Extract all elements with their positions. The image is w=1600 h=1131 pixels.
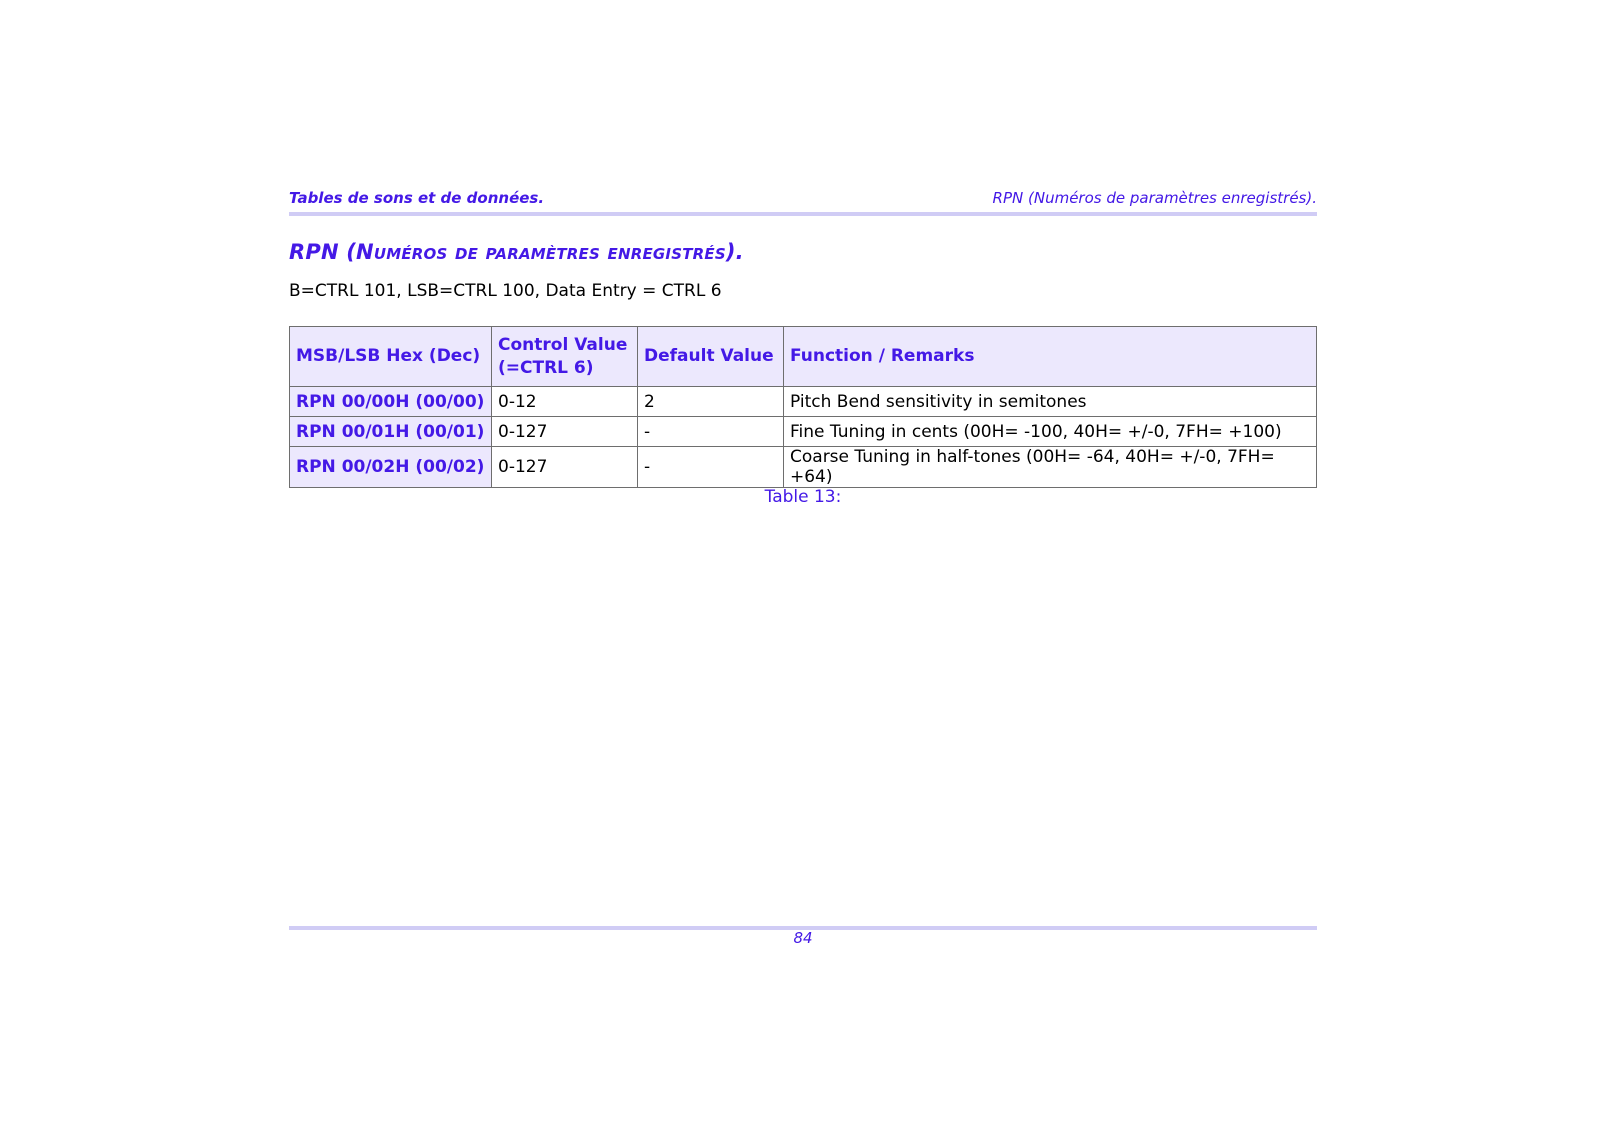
table-cell: Fine Tuning in cents (00H= -100, 40H= +/-0, 7FH= +100) xyxy=(784,417,1317,447)
intro-text: B=CTRL 101, LSB=CTRL 100, Data Entry = CTRL 6 xyxy=(289,281,722,301)
table-cell: RPN 00/02H (00/02) xyxy=(290,447,492,488)
table-row xyxy=(290,417,1317,447)
table-row xyxy=(290,387,1317,417)
running-header xyxy=(289,189,1317,207)
table-cell: RPN 00/01H (00/01) xyxy=(290,417,492,447)
header-rule xyxy=(289,212,1317,216)
column-header: Default Value xyxy=(638,327,784,387)
column-header: Function / Remarks xyxy=(784,327,1317,387)
table-cell: - xyxy=(638,417,784,447)
column-header: MSB/LSB Hex (Dec) xyxy=(290,327,492,387)
running-header-left: Tables de sons et de données. xyxy=(289,189,545,207)
page-number: 84 xyxy=(793,929,813,947)
section-title: RPN (Numéros de paramètres enregistrés). xyxy=(289,240,744,264)
table-cell: 2 xyxy=(638,387,784,417)
table-cell: Coarse Tuning in half-tones (00H= -64, 40H= +/-0, 7FH= +64) xyxy=(784,447,1317,488)
table-cell: 0-12 xyxy=(492,387,638,417)
table-caption: Table 13: xyxy=(764,487,842,507)
table-cell: RPN 00/00H (00/00) xyxy=(290,387,492,417)
column-header-text: Control Value (=CTRL 6) xyxy=(498,334,628,378)
table-cell: - xyxy=(638,447,784,488)
column-header xyxy=(492,327,638,387)
rpn-table xyxy=(289,326,1317,488)
table-cell: 0-127 xyxy=(492,417,638,447)
table-cell: 0-127 xyxy=(492,447,638,488)
table-cell: Pitch Bend sensitivity in semitones xyxy=(784,387,1317,417)
table-header-row xyxy=(290,327,1317,387)
running-header-right: RPN (Numéros de paramètres enregistrés). xyxy=(992,189,1317,207)
table-row xyxy=(290,447,1317,488)
